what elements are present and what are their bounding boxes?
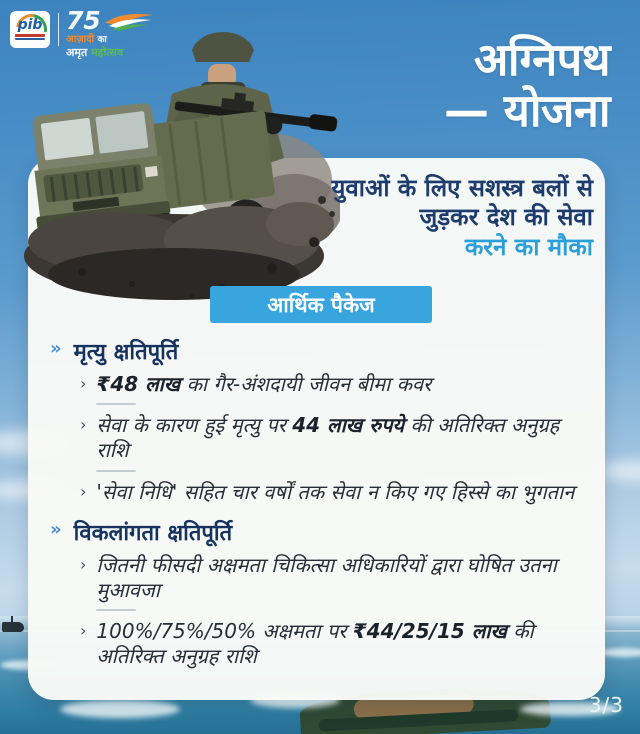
subtitle [331,174,593,262]
benefit-section [50,336,578,505]
benefit-section [50,517,578,670]
subtitle-line2: जुड़कर देश की सेवा [419,203,593,232]
benefit-item-text: जितनी फीसदी अक्षमता चिकित्सा अधिकारियों द्वारा घोषित उतना मुआवजा [96,552,557,602]
page-title [444,34,610,137]
wave-foam [60,700,180,718]
item-chevron-icon: › [80,554,87,574]
benefit-item [80,480,578,505]
section-heading-label: विकलांगता क्षतिपूर्ति [73,520,233,546]
item-divider [96,609,136,611]
page-number: 3/3 [588,693,624,717]
benefit-item-text: ₹48 लाख का गैर-अंशदायी जीवन बीमा कवर [96,372,432,396]
benefit-item-text: 100%/75%/50% अक्षमता पर ₹44/25/15 लाख की अतिरिक्त अनुग्रह राशि [96,619,534,669]
badge-label: आर्थिक पैकेज [267,292,375,317]
amrit-line1-main: आज़ादी [66,34,95,45]
subtitle-line3: करने का मौका [464,232,593,261]
title-line2: — योजना [444,84,610,138]
heading-chevron-icon: » [50,518,62,540]
soldier-truck-illustration [22,6,340,302]
amrit-line2-sub: महोत्सव [91,46,124,59]
benefit-item [80,619,578,669]
benefit-item [80,553,578,603]
heading-chevron-icon: » [50,338,62,359]
item-chevron-icon: › [80,374,87,393]
section-heading [50,517,578,547]
item-divider [96,403,136,405]
item-chevron-icon: › [80,481,87,501]
title-line1: अग्निपथ [474,33,610,86]
amrit-line2-main: अमृत [66,46,88,59]
pib-logo-text: pib [17,17,43,33]
benefit-item-text: सेवा के कारण हुई मृत्यु पर 44 लाख रुपये की अतिरिक्त अनुग्रह राशि [96,413,560,463]
item-divider [96,470,136,472]
benefits-list [50,336,578,676]
section-heading-label: मृत्यु क्षतिपूर्ति [73,340,179,365]
amrit-75-text: 75 [66,6,101,35]
section-heading [50,336,578,366]
benefit-item-text: 'सेवा निधि' सहित चार वर्षों तक सेवा न किए गए हिस्से का भुगतान [96,479,575,504]
amrit-line1-sub: का [97,35,107,45]
economic-package-badge [210,286,432,323]
subtitle-line1: युवाओं के लिए सशस्त्र बलों से [331,174,593,202]
item-chevron-icon: › [80,621,87,641]
benefit-item [80,372,578,397]
small-boat [2,622,24,632]
item-chevron-icon: › [80,415,87,435]
benefit-item [80,413,578,463]
